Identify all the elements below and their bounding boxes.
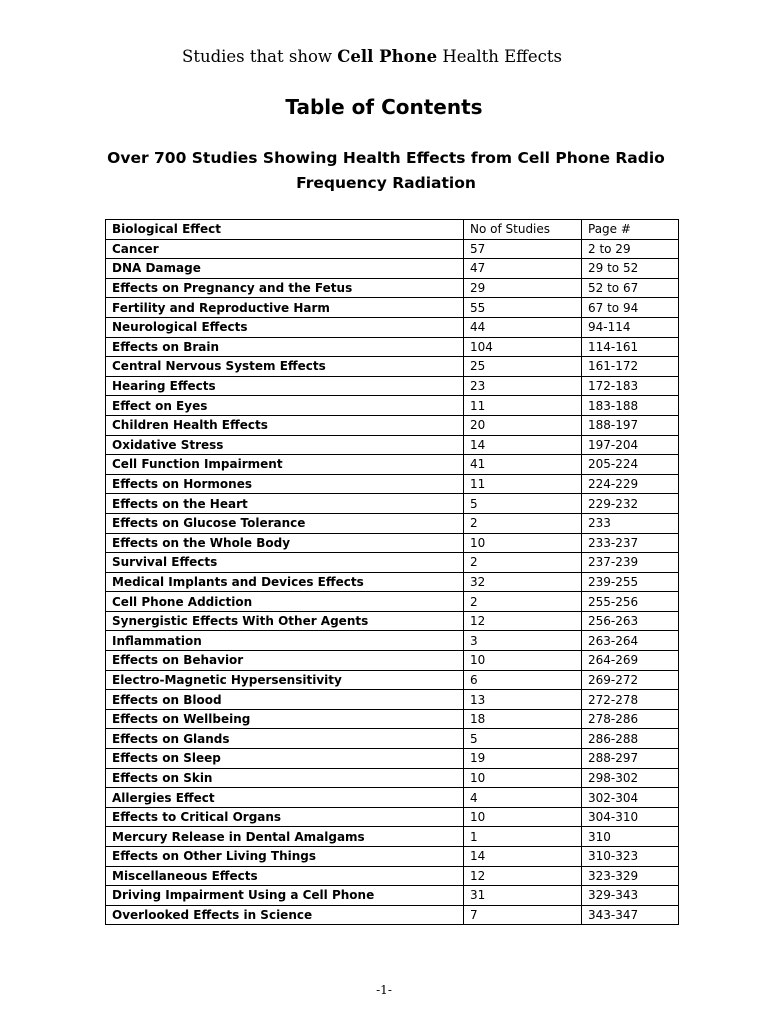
cell-page-range: 161-172 [582,357,679,377]
page-subtitle: Over 700 Studies Showing Health Effects from Cell Phone Radio Frequency Radiation [107,149,665,192]
table-row [106,435,679,455]
cell-page-range: 197-204 [582,435,679,455]
cell-study-count: 12 [464,866,582,886]
table-row [106,494,679,514]
table-row [106,317,679,337]
cell-study-count: 57 [464,239,582,259]
cell-study-count: 1 [464,827,582,847]
table-row [106,298,679,318]
cell-page-range: 272-278 [582,690,679,710]
cell-study-count: 31 [464,886,582,906]
cell-study-count: 10 [464,807,582,827]
cell-page-range: 323-329 [582,866,679,886]
cell-effect: Effects on Skin [106,768,464,788]
cell-effect: Effects on Sleep [106,749,464,769]
table-row [106,651,679,671]
cell-study-count: 44 [464,317,582,337]
cell-effect: Cell Phone Addiction [106,592,464,612]
cell-effect: Effects on Hormones [106,474,464,494]
cell-page-range: 188-197 [582,415,679,435]
table-row [106,396,679,416]
cell-effect: Effects on Behavior [106,651,464,671]
cell-effect: Mercury Release in Dental Amalgams [106,827,464,847]
cell-page-range: 286-288 [582,729,679,749]
cell-page-range: 67 to 94 [582,298,679,318]
cell-effect: Overlooked Effects in Science [106,905,464,925]
table-row [106,905,679,925]
cell-page-range: 94-114 [582,317,679,337]
cell-study-count: 10 [464,651,582,671]
cell-study-count: 2 [464,553,582,573]
table-row [106,553,679,573]
cell-effect: Central Nervous System Effects [106,357,464,377]
cell-page-range: 233-237 [582,533,679,553]
cell-effect: Effects on Other Living Things [106,847,464,867]
cell-study-count: 2 [464,513,582,533]
cell-study-count: 11 [464,396,582,416]
table-row [106,690,679,710]
table-row [106,866,679,886]
table-row [106,886,679,906]
table-row [106,768,679,788]
cell-study-count: 25 [464,357,582,377]
cell-effect: Allergies Effect [106,788,464,808]
table-row [106,631,679,651]
table-row [106,788,679,808]
table-row [106,337,679,357]
cell-page-range: 288-297 [582,749,679,769]
cell-page-range: 229-232 [582,494,679,514]
table-row [106,455,679,475]
cell-effect: Effects to Critical Organs [106,807,464,827]
cell-effect: Synergistic Effects With Other Agents [106,611,464,631]
cell-study-count: 13 [464,690,582,710]
cell-effect: Oxidative Stress [106,435,464,455]
cell-study-count: 32 [464,572,582,592]
cell-study-count: 3 [464,631,582,651]
cell-page-range: 172-183 [582,376,679,396]
table-row [106,376,679,396]
table-row [106,357,679,377]
cell-effect: Electro-Magnetic Hypersensitivity [106,670,464,690]
cell-study-count: 2 [464,592,582,612]
table-header-row [106,220,679,240]
table-row [106,749,679,769]
cell-page-range: 264-269 [582,651,679,671]
page-title: Table of Contents [285,95,483,119]
table-row [106,847,679,867]
cell-page-range: 114-161 [582,337,679,357]
cell-effect: Effects on Blood [106,690,464,710]
cell-study-count: 19 [464,749,582,769]
cell-effect: Effects on Glands [106,729,464,749]
cell-study-count: 29 [464,278,582,298]
cell-effect: Neurological Effects [106,317,464,337]
cell-study-count: 47 [464,259,582,279]
cell-effect: Children Health Effects [106,415,464,435]
cell-page-range: 263-264 [582,631,679,651]
table-row [106,572,679,592]
cell-effect: Effects on Pregnancy and the Fetus [106,278,464,298]
cell-study-count: 10 [464,533,582,553]
cell-page-range: 310 [582,827,679,847]
cell-page-range: 269-272 [582,670,679,690]
page-header [0,47,744,66]
cell-page-range: 343-347 [582,905,679,925]
cell-study-count: 4 [464,788,582,808]
cell-effect: Inflammation [106,631,464,651]
cell-page-range: 233 [582,513,679,533]
cell-study-count: 5 [464,494,582,514]
cell-study-count: 6 [464,670,582,690]
contents-table [105,219,679,925]
cell-study-count: 12 [464,611,582,631]
column-header-studies: No of Studies [464,220,582,240]
table-row [106,239,679,259]
cell-page-range: 239-255 [582,572,679,592]
table-row [106,278,679,298]
cell-effect: Fertility and Reproductive Harm [106,298,464,318]
column-header-page: Page # [582,220,679,240]
table-row [106,533,679,553]
cell-effect: Effects on Glucose Tolerance [106,513,464,533]
table-row [106,513,679,533]
table-row [106,729,679,749]
cell-effect: Effects on the Heart [106,494,464,514]
cell-page-range: 205-224 [582,455,679,475]
cell-study-count: 14 [464,435,582,455]
cell-effect: Cancer [106,239,464,259]
cell-page-range: 302-304 [582,788,679,808]
table-row [106,474,679,494]
cell-page-range: 237-239 [582,553,679,573]
cell-effect: Effects on Wellbeing [106,709,464,729]
cell-study-count: 20 [464,415,582,435]
cell-effect: Effects on the Whole Body [106,533,464,553]
cell-page-range: 2 to 29 [582,239,679,259]
cell-effect: Medical Implants and Devices Effects [106,572,464,592]
column-header-effect: Biological Effect [106,220,464,240]
page-number: -1- [376,983,392,997]
cell-study-count: 14 [464,847,582,867]
table-row [106,415,679,435]
cell-effect: Driving Impairment Using a Cell Phone [106,886,464,906]
table-row [106,709,679,729]
cell-effect: Effect on Eyes [106,396,464,416]
cell-study-count: 41 [464,455,582,475]
header-text-post: Health Effects [437,47,562,66]
cell-study-count: 18 [464,709,582,729]
cell-effect: Cell Function Impairment [106,455,464,475]
cell-effect: Miscellaneous Effects [106,866,464,886]
header-text-pre: Studies that show [182,47,338,66]
table-body [106,239,679,925]
cell-effect: Hearing Effects [106,376,464,396]
cell-page-range: 310-323 [582,847,679,867]
cell-page-range: 224-229 [582,474,679,494]
cell-page-range: 52 to 67 [582,278,679,298]
cell-page-range: 256-263 [582,611,679,631]
cell-effect: Survival Effects [106,553,464,573]
cell-page-range: 298-302 [582,768,679,788]
table-row [106,259,679,279]
cell-page-range: 29 to 52 [582,259,679,279]
table-row [106,807,679,827]
header-text-bold: Cell Phone [337,47,438,66]
cell-page-range: 304-310 [582,807,679,827]
cell-effect: DNA Damage [106,259,464,279]
cell-page-range: 329-343 [582,886,679,906]
cell-study-count: 7 [464,905,582,925]
cell-study-count: 11 [464,474,582,494]
cell-page-range: 278-286 [582,709,679,729]
cell-study-count: 55 [464,298,582,318]
cell-study-count: 10 [464,768,582,788]
cell-page-range: 183-188 [582,396,679,416]
table-row [106,611,679,631]
table-row [106,592,679,612]
table-row [106,670,679,690]
table-row [106,827,679,847]
cell-effect: Effects on Brain [106,337,464,357]
cell-page-range: 255-256 [582,592,679,612]
cell-study-count: 5 [464,729,582,749]
cell-study-count: 23 [464,376,582,396]
cell-study-count: 104 [464,337,582,357]
